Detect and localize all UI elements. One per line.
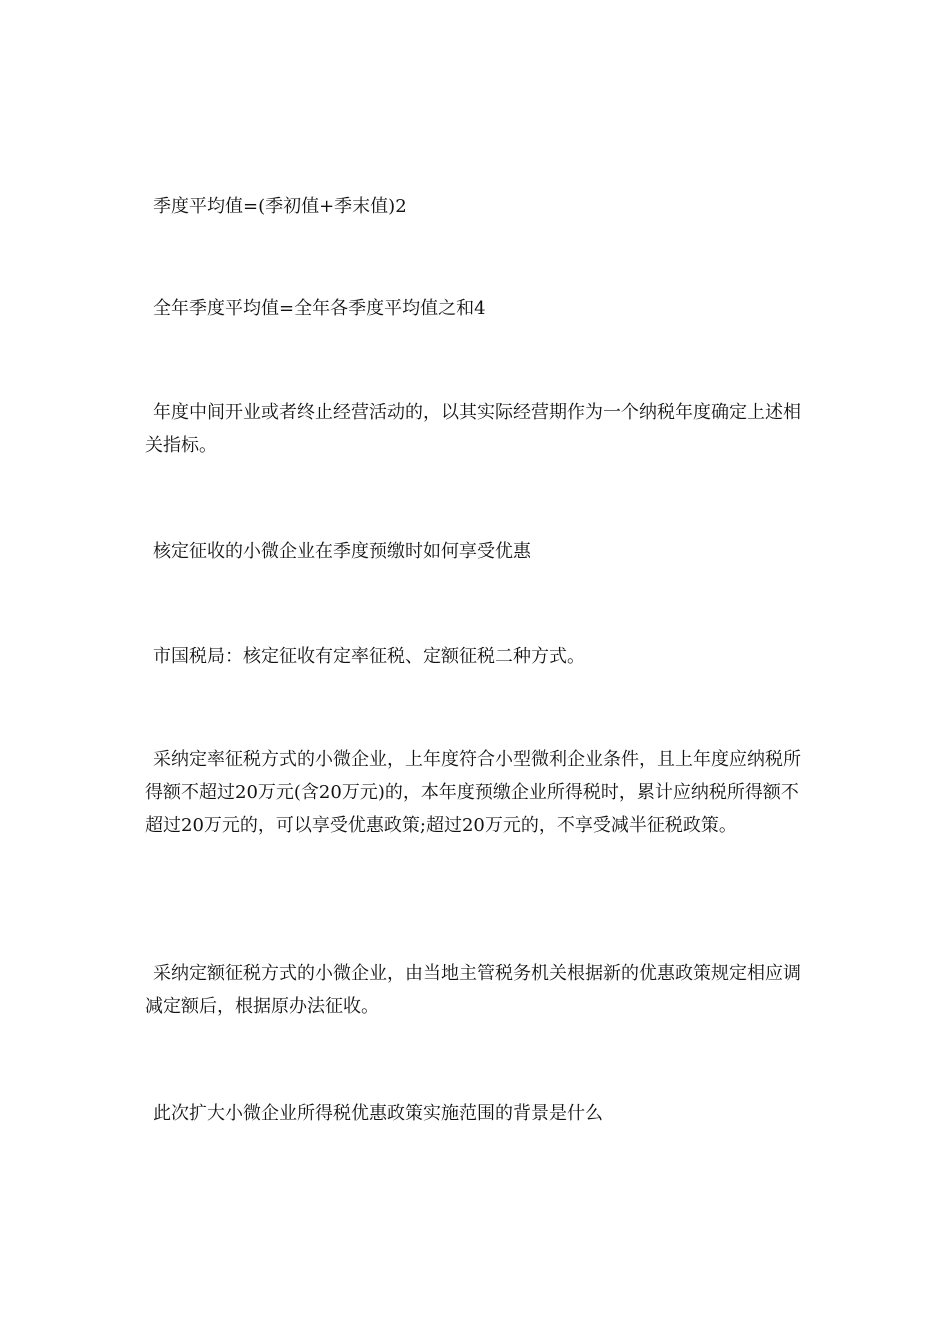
paragraph-annual-average: 全年季度平均值=全年各季度平均值之和4 [153, 298, 486, 319]
paragraph-tax-bureau-methods: 市国税局：核定征收有定率征税、定额征税二种方式。 [153, 646, 585, 667]
paragraph-fixed-amount-method: 采纳定额征税方式的小微企业，由当地主管税务机关根据新的优惠政策规定相应调减定额后，根据原办法征收。 [145, 963, 801, 1017]
heading-policy-background: 此次扩大小微企业所得税优惠政策实施范围的背景是什么 [153, 1103, 603, 1124]
paragraph-fixed-rate-method: 采纳定率征税方式的小微企业，上年度符合小型微利企业条件，且上年度应纳税所得额不超过20万元(含20万元)的，本年度预缴企业所得税时，累计应纳税所得额不超过20万元的，可以享受优惠政策;超过20万元的，不享受减半征税政策。 [145, 749, 801, 836]
paragraph-mid-year-operation: 年度中间开业或者终止经营活动的，以其实际经营期作为一个纳税年度确定上述相关指标。 [145, 402, 801, 456]
paragraph-quarter-average: 季度平均值=(季初值+季末值)2 [153, 196, 407, 217]
heading-assessed-collection: 核定征收的小微企业在季度预缴时如何享受优惠 [153, 541, 531, 562]
